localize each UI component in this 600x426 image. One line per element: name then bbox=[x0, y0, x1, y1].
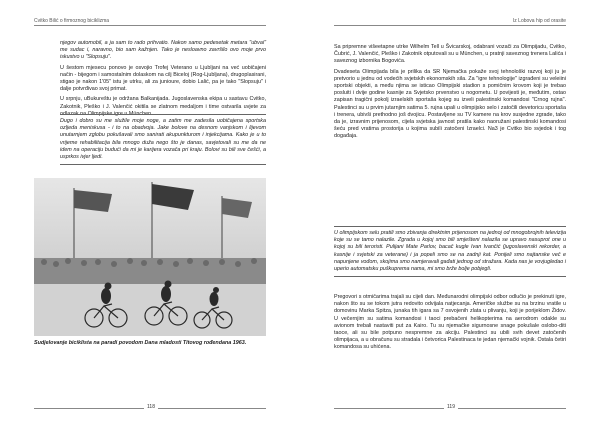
right-paragraph-1: Sa pripremne višeetapne utrke Wilhelm Tell u Švicarskoj, odabrani vozači za Olimpijadu, Cvitko, Čubrić, J. Valenčić, Pleško i Zakotnik otputovali su u München, u pratnji saveznog trenera Lalića i saveznog izbornika Bogovića. bbox=[334, 44, 566, 65]
parade-photo bbox=[34, 178, 266, 336]
photo-caption: Sudjelovanje biciklista na paradi povodom Dana mladosti Titovog rođendana 1963. bbox=[34, 340, 247, 346]
right-paragraph-2: Dvadeseta Olimpijada bila je prilika da SR Njemačka pokaže svoj tehnološki razvoj koji ju je pretvorio u jednu od vodećih svjetskih ekonomskih sila. Za "igre tehnologije" izgrađeni su veleiini sportski objekti, a među njima se isticao Olimpijski stadion s pomičnim krovom koji je trebao posluiti i dvije godine kasnije za Svjetsko prvenstvo u nogometu. U povijesti je, međutim, ostao zapisan tragični pokolj izraelskih sportaša kojeg su izveli palestinski komandosi "Crnog rujna". Palestinci su u prvim jutarnjim satima 5. rujna upali u olimpijsko selo i zatočili devetoricu sportaša i trenera, ubivši prethodno još dvojicu. Postavljene su TV kamere na krov susjedne zgrade, tako da je, izravnim prijenosom, cijela svjetska javnost pratila kako naoružani palestinski komandosi šeću pred vratima prostorija u kojima subili zatočeni Izraelci. Na3 je Cvitko bio svjedok i tog događaja. bbox=[334, 68, 566, 140]
right-text-column bbox=[334, 44, 566, 144]
left-running-header: Cvitko Bilić o firmoznog biciklizma bbox=[34, 18, 110, 24]
right-quote-text: U olimpijskom selu pratili smo zbivanja direktnim prijenosom na jednoj od mnogobrojnih televizija koje su se tamo nalazile. Zgrada u kojoj smo bili smješteni nalazila se upravo nasuprot one u kojoj su bili teroristi. Pulijani Mate Parlov, bacač kugle Ivan Ivančić (jugoslavenski rekorder, a kasnije i svjetski za veterane) i ja popeli smo se na zadnji kat. Ponijeli smo najtanske več e napunjene vođom, skojima smo namjeravali gađati jednog od stražara. Kada nas je vovjugledao i uperio automatsku puškuprema nama, mi smo brže bolje pobjegli. bbox=[334, 230, 566, 273]
right-quote-box bbox=[334, 226, 566, 277]
left-header-rule bbox=[34, 25, 266, 26]
left-quote-text: Dugo i dobro su me služile moje noge, a zatim me zadesila uobičajena sportska ozljeda meniskusa - i to na obadvoja. Jake bolove na desnom vanjskom i lijevom unutarnjem zglobu pokušavali smo sanirati akupunkturom i injekcijama. Kako je u to vrijeme rehabilitacija bila mnogo duža nego što je danas, savjetovali su me da ne idem na operaciju budući da mi je karijera vozača pri kraju. Bolovi su bili sve češći, a usprkos ivjer ljedi. bbox=[60, 118, 266, 161]
parade-photo-illustration bbox=[34, 178, 266, 336]
right-header-rule bbox=[334, 25, 566, 26]
left-paragraph-3: U srpnju, uBukureštu je održana Balkanijada. Jugoslavenska ekipa u sastavu Cvitko, Zakotnik, Pleško i J. Valenčić okitila se zlatnom medaljom i time ostvarila uvjete za odlazak na Olimpijske igre u München. bbox=[60, 96, 266, 117]
left-text-column bbox=[60, 40, 266, 121]
right-text-column-2 bbox=[334, 294, 566, 355]
left-paragraph-2: U šestom mjesecu ponovo je osvojio Trofej Veterano u Ljubljani na već uobičajeni način - bijegom i samostalnim dolaskom na cilj Biceloj (Rog-Ljubljana), drugoplasirani, stigao je nakon 1'05" istu je utrku, ali za junioure, dobio Lalić, pa je tako "Slopsuju" i dalje potvrđivao svoj primat. bbox=[60, 64, 266, 93]
left-quote-box bbox=[60, 114, 266, 165]
right-page bbox=[300, 0, 600, 426]
right-paragraph-3: Pregovori s otmičarima trajali su cijeli dan. Međunarodni olimpijski odbor odlučio je prekinuti igre, nakon što su se tokom jutra redovito odvijala natjecanja. Američke službe su na brzinu vratile u domovinu Marka Spitza, junaka tih igara sa 7 osvojenih zlata u plivanju, koji je porijeklom Židov. U večernjim su satima komandosi i taoci prebačeni helikopterima na aerodrom odakle su avionom trebali nastaviti put za Kairo. Tu su njemačke sigurnosne snage pokušale oslobo-diti taoce, ali su bile potpuno nespremne za akciju. Palestinci su ubili svih devet zatočenih olimpijaca, a u obračunu su stradala i četvorica Palestinaca te jedan njemački vojnik. Ostala četiri komandosa su uhićena. bbox=[334, 294, 566, 351]
right-running-header: Iz Lobova hip od orasite bbox=[512, 18, 566, 24]
left-page-number: 118 bbox=[144, 404, 158, 410]
left-paragraph-1: njegov automobil, a ja sam to rado prihvatio. Nakon samo pedesetak metara "ubvai" me sudac i, naravno, bio sam kažnjen. Tako je nesloavno završilo ovo moje prvo iskustvo u "Slopsuju". bbox=[60, 40, 266, 61]
right-page-number: 119 bbox=[444, 404, 458, 410]
